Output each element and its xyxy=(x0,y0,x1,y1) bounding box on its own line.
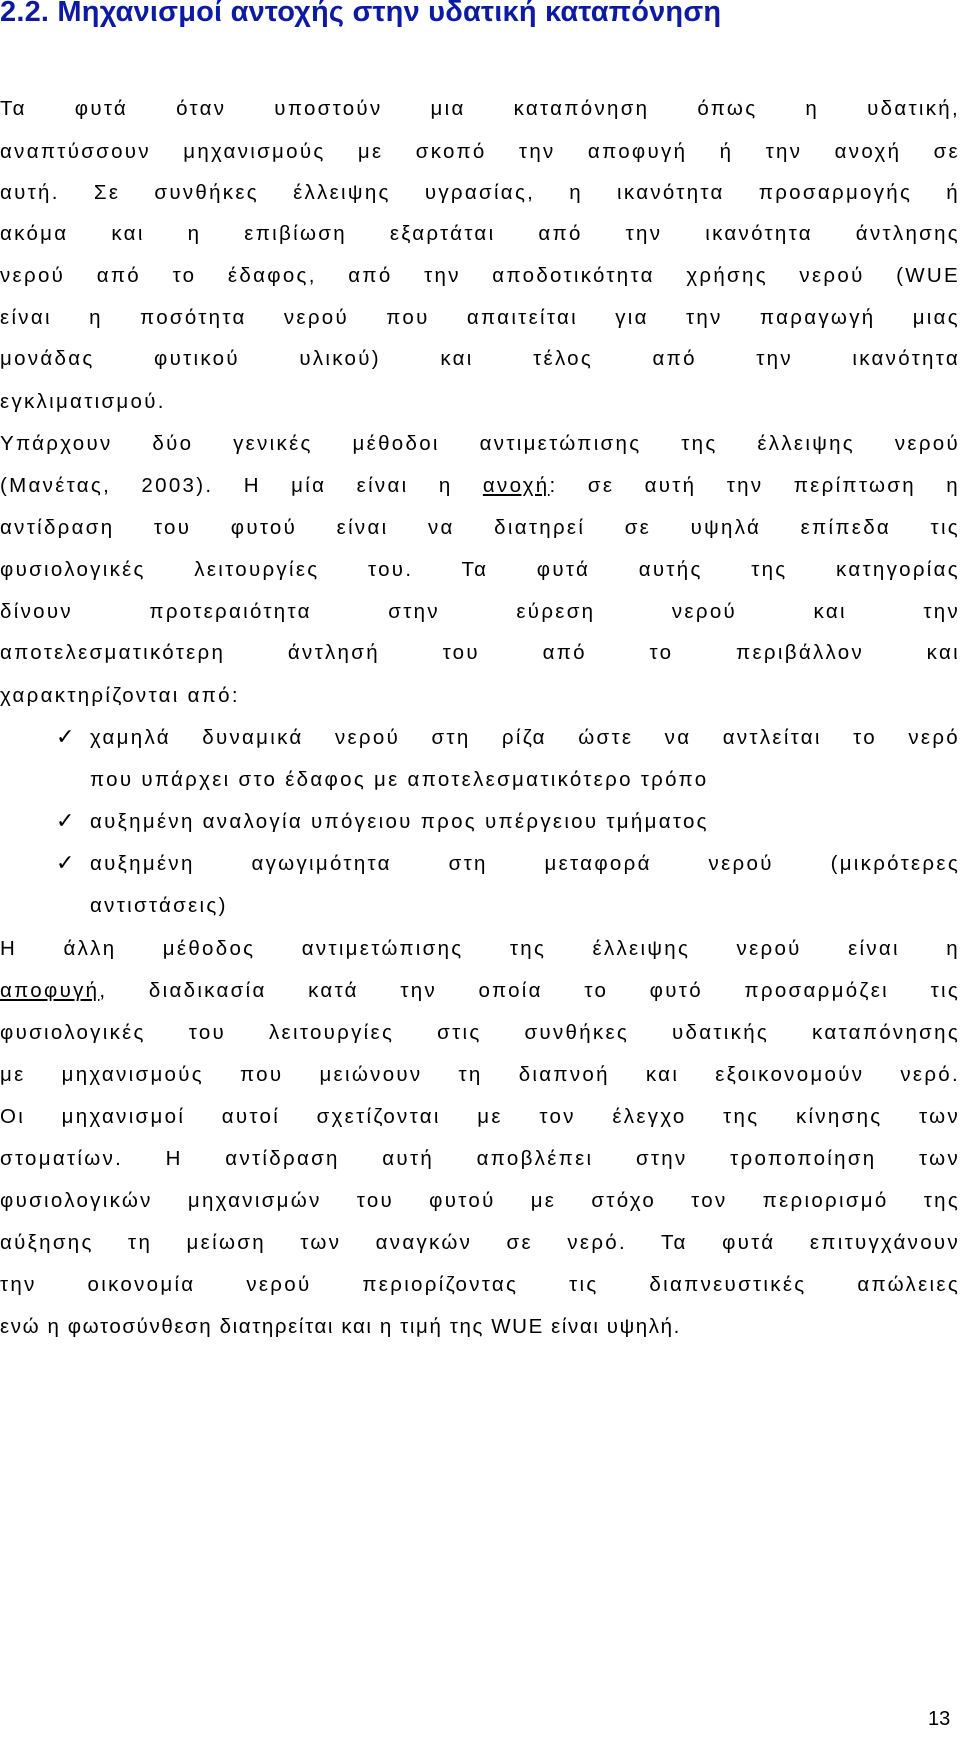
checkmark-icon: ✓ xyxy=(56,724,75,749)
text-line: νερού από το έδαφος, από την αποδοτικότητα χρήσης νερού (WUE xyxy=(0,264,960,287)
checkmark-icon: ✓ xyxy=(56,850,75,875)
text-line: Οι μηχανισμοί αυτοί σχετίζονται με τον έλεγχο της κίνησης των xyxy=(0,1105,960,1128)
section-heading: 2.2. Μηχανισμοί αντοχής στην υδατική καταπόνηση xyxy=(0,0,722,28)
bullet-item: αυξημένη αγωγιμότητα στη μεταφορά νερού (μικρότερες xyxy=(90,852,960,875)
text-line: ενώ η φωτοσύνθεση διατηρείται και η τιμή της WUE είναι υψηλή. xyxy=(0,1315,681,1338)
text-line: αποφυγή, διαδικασία κατά την οποία το φυτό προσαρμόζει τις xyxy=(0,979,960,1002)
text-line: αύξησης τη μείωση των αναγκών σε νερό. Τα φυτά επιτυγχάνουν xyxy=(0,1231,960,1254)
text-line: φυσιολογικές λειτουργίες του. Τα φυτά αυτής της κατηγορίας xyxy=(0,558,960,581)
text-line: φυσιολογικές του λειτουργίες στις συνθήκες υδατικής καταπόνησης xyxy=(0,1021,960,1044)
bullet-item-cont: αντιστάσεις) xyxy=(90,894,228,917)
text-line: στοματίων. Η αντίδραση αυτή αποβλέπει στην τροποποίηση των xyxy=(0,1147,960,1170)
page-number: 13 xyxy=(928,1708,951,1730)
text-line: φυσιολογικών μηχανισμών του φυτού με στόχο τον περιορισμό της xyxy=(0,1189,960,1212)
bullet-item: αυξημένη αναλογία υπόγειου προς υπέργειου τμήματος xyxy=(90,810,709,833)
term-avoidance: αποφυγή xyxy=(0,979,100,1002)
text-line: αποτελεσματικότερη άντλησή του από το περιβάλλον και xyxy=(0,641,960,664)
term-tolerance: ανοχή xyxy=(482,474,550,497)
checkmark-icon: ✓ xyxy=(56,808,75,833)
text-line: εγκλιματισμού. xyxy=(0,390,166,413)
text-line: μονάδας φυτικού υλικού) και τέλος από την ικανότητα xyxy=(0,347,960,370)
text-line: (Μανέτας, 2003). Η μία είναι η ανοχή: σε αυτή την περίπτωση η xyxy=(0,474,960,497)
text-line: είναι η ποσότητα νερού που απαιτείται για την παραγωγή μιας xyxy=(0,306,960,329)
bullet-item-cont: που υπάρχει στο έδαφος με αποτελεσματικότερο τρόπο xyxy=(90,768,709,791)
text-line: χαρακτηρίζονται από: xyxy=(0,684,240,707)
text-line: Τα φυτά όταν υποστούν μια καταπόνηση όπως η υδατική, xyxy=(0,97,960,120)
bullet-item: χαμηλά δυναμικά νερού στη ρίζα ώστε να αντλείται το νερό xyxy=(90,726,960,749)
text-line: Η άλλη μέθοδος αντιμετώπισης της έλλειψης νερού είναι η xyxy=(0,937,960,960)
text-line: με μηχανισμούς που μειώνουν τη διαπνοή και εξοικονομούν νερό. xyxy=(0,1063,960,1086)
text-line: αντίδραση του φυτού είναι να διατηρεί σε υψηλά επίπεδα τις xyxy=(0,516,960,539)
text-line: δίνουν προτεραιότητα στην εύρεση νερού και την xyxy=(0,600,960,623)
text-line: αναπτύσσουν μηχανισμούς με σκοπό την αποφυγή ή την ανοχή σε xyxy=(0,140,960,163)
text-line: αυτή. Σε συνθήκες έλλειψης υγρασίας, η ικανότητα προσαρμογής ή xyxy=(0,181,960,204)
text-line: ακόμα και η επιβίωση εξαρτάται από την ικανότητα άντλησης xyxy=(0,222,960,245)
text-line: την οικονομία νερού περιορίζοντας τις διαπνευστικές απώλειες xyxy=(0,1273,960,1296)
text-line: Υπάρχουν δύο γενικές μέθοδοι αντιμετώπισης της έλλειψης νερού xyxy=(0,432,960,455)
